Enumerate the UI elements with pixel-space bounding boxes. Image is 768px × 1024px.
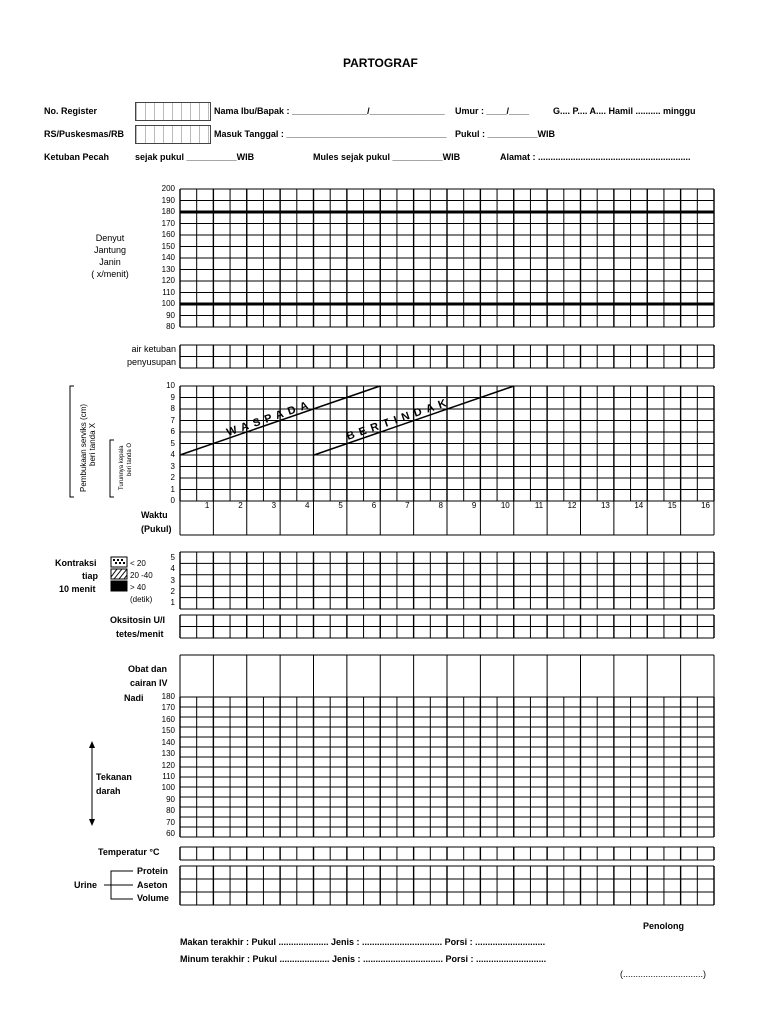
cervix-tick: 0 [170,496,175,505]
darah-label: darah [96,786,121,796]
molding-label: penyusupan [126,357,176,367]
bp-arrow-head-up [89,741,95,748]
temperatur-label: Temperatur °C [98,847,160,857]
descent-bracket [110,440,114,497]
djj-grid [180,189,714,327]
djj-tick: 170 [161,218,175,228]
legend-unit: (detik) [130,595,153,604]
pukul-field: Pukul : __________WIB [455,129,556,139]
hour-tick: 12 [567,501,577,510]
cervix-tick: 3 [170,461,175,471]
cervix-tick: 8 [170,404,175,413]
cervix-bracket [70,386,74,497]
pulse-tick: 80 [166,806,175,816]
hour-tick: 6 [371,501,377,510]
no-register-label: No. Register [44,106,98,116]
hour-tick: 1 [204,501,210,510]
pulse-tick: 70 [166,817,175,827]
cairan-label: cairan IV [130,678,168,688]
penolong-label: Penolong [643,921,684,931]
tekanan-label: Tekanan [96,772,132,782]
nama-ibu-field: Nama Ibu/Bapak : _______________/_______________ [214,106,445,116]
hour-tick: 8 [438,501,443,510]
hour-tick: 2 [238,501,243,510]
djj-tick: 80 [166,322,175,331]
menit-label: 10 menit [59,584,96,594]
legend-gt40: > 40 [130,583,146,592]
protein-label: Protein [137,866,169,876]
djj-tick: 150 [161,241,175,251]
legend-lt20: < 20 [130,559,146,568]
djj-tick: 130 [161,264,175,274]
hour-tick: 4 [305,501,310,510]
djj-tick: 100 [161,299,175,308]
hour-tick: 7 [405,501,410,510]
legend-20-40: 20 -40 [130,571,153,580]
tiap-label: tiap [82,571,99,581]
obat-label: Obat dan [128,664,168,674]
djj-tick: 140 [161,253,175,262]
cervix-vertical-label: Pembukaan serviks (cm) [79,403,88,492]
urine-label: Urine [74,880,98,890]
hour-tick: 3 [271,501,277,510]
ketuban-label: Ketuban Pecah [44,152,110,162]
descent-vertical-label: Turunnya kepala [119,445,125,490]
legend-solid-box [111,581,127,591]
hour-tick: 5 [338,501,343,510]
cervix-tick: 1 [170,484,175,494]
djj-label-3: Janin [99,257,121,267]
signature-line: (................................) [620,969,707,979]
pukul-label: (Pukul) [141,524,172,534]
amnion-label: air ketuban [131,344,176,354]
makan-line: Makan terakhir : Pukul .................... Jenis : ................................ Porsi : ............................ [180,937,546,947]
cervix-tick: 9 [170,392,175,402]
minum-line: Minum terakhir : Pukul .................... Jenis : ................................ Porsi : ............................ [180,954,547,964]
pulse-tick: 100 [161,783,175,793]
pulse-tick: 90 [166,794,175,804]
djj-tick: 90 [166,310,175,320]
drugs-grid [180,655,714,697]
masuk-tanggal-field: Masuk Tanggal : ________________________________ [214,129,447,139]
cervix-tick: 5 [170,438,175,448]
pulse-tick: 130 [161,749,175,759]
djj-tick: 160 [161,230,175,239]
pulse-tick: 110 [162,771,175,781]
cervix-tick: 4 [170,450,175,459]
pulse-tick: 120 [161,760,175,770]
waktu-label: Waktu [141,510,168,520]
pulse-tick: 150 [161,726,175,736]
hour-tick: 16 [701,501,710,510]
djj-label-2: Jantung [93,245,127,255]
contraction-tick: 3 [170,575,175,585]
cervix-tick: 7 [170,415,175,425]
contraction-tick: 2 [170,586,175,596]
djj-label-4: ( x/menit) [91,269,129,279]
hour-tick: 11 [534,501,544,510]
temperature-grid [180,847,714,860]
hour-tick: 10 [500,501,510,510]
aseton-label: Aseton [137,880,168,890]
volume-label: Volume [137,893,169,903]
djj-tick: 110 [162,287,175,297]
amnion-grid [180,345,714,368]
hour-tick: 13 [600,501,610,510]
contraction-tick: 4 [170,564,175,574]
cervix-tick: 10 [166,381,175,390]
mules-field: Mules sejak pukul __________WIB [313,152,461,162]
umur-field: Umur : ____/____ [455,106,530,116]
pulse-bp-grid [180,697,714,837]
djj-tick: 200 [161,184,175,193]
oxytocin-grid [180,615,714,638]
pulse-tick: 170 [161,703,175,713]
pulse-tick: 160 [161,714,175,724]
bertindak-label: BERTINDAK [345,395,453,443]
kontraksi-label: Kontraksi [55,558,97,568]
descent-vertical-label-2: beri tanda O [127,442,133,476]
cervix-tick: 2 [170,473,175,482]
nadi-label: Nadi [124,693,144,703]
pulse-tick: 60 [166,829,175,838]
djj-label-1: Denyut [95,233,125,243]
contraction-grid [180,552,714,609]
bp-arrow-head-down [89,819,95,826]
djj-tick: 180 [161,207,175,216]
hour-tick: 9 [471,501,477,510]
ketuban-sejak: sejak pukul __________WIB [135,152,255,162]
page-title: PARTOGRAF [343,56,418,70]
cervix-vertical-label-2: beri tanda X [88,422,97,466]
waspada-label: WASPADA [225,398,315,439]
hour-tick: 15 [667,501,677,510]
contraction-tick: 5 [170,553,175,562]
djj-tick: 190 [161,195,175,205]
djj-tick: 120 [161,276,175,285]
oksitosin-label: Oksitosin U/I [110,615,166,625]
cervix-tick: 6 [170,427,175,436]
pulse-tick: 180 [161,692,175,701]
gpa-field: G.... P.... A.... Hamil .......... minggu [553,106,696,116]
urine-grid [180,866,714,905]
pulse-tick: 140 [161,737,175,747]
contraction-tick: 1 [170,598,175,607]
hour-tick: 14 [634,501,644,510]
rs-label: RS/Puskesmas/RB [44,129,125,139]
alamat-field: Alamat : ............................................................. [500,152,691,162]
tetes-label: tetes/menit [116,629,164,639]
